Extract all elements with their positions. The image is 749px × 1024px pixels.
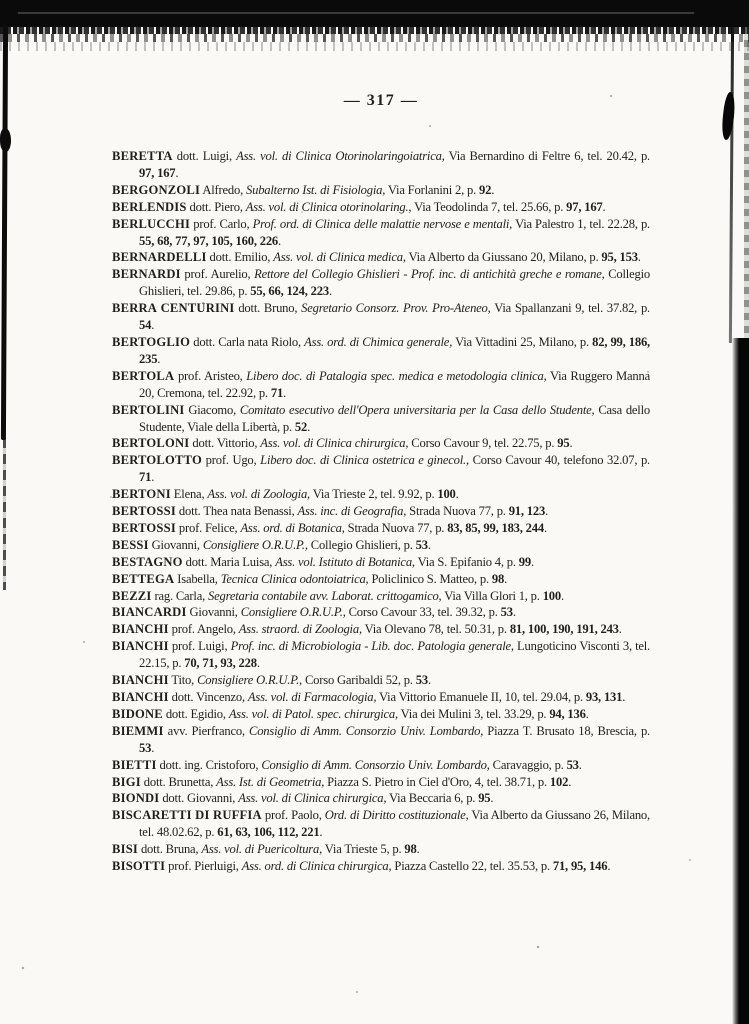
entry-text: prof. Carlo,: [190, 216, 253, 231]
entry-pages: 52: [294, 419, 308, 434]
entry-role: Libero doc. di Clinica ostetrica e ginecol.,: [260, 453, 469, 468]
entry-text: .: [151, 318, 155, 333]
scan-artifact-top-fray: [0, 42, 749, 51]
entry-text: Via dei Mulini 3, tel. 33.29, p.: [397, 706, 550, 721]
directory-entry: [112, 571, 650, 588]
entry-name: BERRA CENTURINI: [112, 301, 235, 316]
entry-text: .: [618, 622, 622, 637]
entry-pages: 95: [557, 436, 570, 451]
entry-pages: 97, 167: [566, 199, 603, 214]
directory-entry: [112, 841, 650, 858]
entry-role: Ass. ord. di Clinica chirurgica,: [241, 859, 392, 874]
directory-entry: [112, 689, 650, 706]
entry-text: .: [307, 419, 311, 434]
entry-role: Ass. vol. Istituto di Botanica,: [275, 554, 415, 569]
entry-text: .: [512, 605, 516, 620]
entry-name: BISI: [112, 842, 139, 857]
entry-text: .: [278, 233, 281, 248]
scan-artifact-right-blot: [721, 92, 737, 141]
entry-text: Strada Nuova 77, p.: [406, 504, 509, 519]
entry-text: dott. Emilio,: [206, 250, 274, 265]
entry-role: Libero doc. di Patalogia spec. medica e metodologia clinica,: [246, 368, 547, 383]
scan-artifact-left-edge-line: [1, 25, 8, 440]
entry-text: Via Forlanini 2, p.: [385, 182, 479, 197]
entry-text: Via Olevano 78, tel. 50.31, p.: [361, 622, 510, 637]
entry-pages: 53: [415, 537, 428, 552]
entry-name: BIGI: [112, 774, 141, 789]
entry-pages: 55, 66, 124, 223: [250, 284, 329, 299]
entry-pages: 92: [479, 182, 492, 197]
directory-entry: [112, 638, 650, 672]
directory-list: [112, 148, 650, 875]
directory-entry: [112, 757, 650, 774]
entry-pages: 54: [139, 318, 152, 333]
entry-role: Prof. ord. di Clinica delle malattie nervose e mentali,: [252, 216, 513, 231]
scan-artifact-top-fray: [0, 34, 749, 42]
directory-entry: [112, 182, 650, 199]
entry-text: Piazza Castello 22, tel. 35.53, p.: [391, 859, 553, 874]
entry-text: .: [428, 673, 431, 688]
entry-text: .: [491, 182, 495, 197]
entry-pages: 95, 153: [601, 250, 638, 265]
entry-text: .: [622, 690, 626, 704]
entry-name: BIANCHI: [112, 622, 169, 637]
entry-text: .: [578, 757, 582, 772]
entry-text: Collegio Ghislieri, tel. 29.86, p.: [139, 267, 650, 299]
entry-pages: 82, 99, 186, 235: [139, 334, 651, 366]
entry-text: Corso Cavour 40, telefono 32.07, p.: [468, 453, 650, 468]
entry-text: .: [543, 520, 547, 535]
directory-entry: [112, 672, 650, 689]
entry-text: .: [607, 859, 611, 874]
directory-entry: [112, 216, 650, 250]
entry-role: Ass. vol. di Clinica chirurgica,: [260, 436, 409, 451]
entry-pages: 53: [566, 757, 579, 772]
entry-pages: 100: [437, 487, 456, 502]
entry-pages: 94, 136: [549, 706, 586, 721]
entry-pages: 91, 123: [508, 504, 546, 519]
entry-name: BERTOSSI: [112, 504, 176, 519]
entry-text: dott. Luigi,: [172, 149, 237, 163]
entry-text: .: [530, 554, 534, 569]
entry-text: dott. Vincenzo,: [168, 690, 248, 704]
directory-entry: [112, 486, 650, 503]
entry-pages: 95: [478, 791, 491, 806]
entry-pages: 93, 131: [585, 690, 623, 704]
scan-artifact-right-edge-noise: [744, 27, 749, 342]
entry-text: dott. Giovanni,: [159, 791, 239, 806]
entry-text: Alfredo,: [200, 182, 246, 197]
entry-name: BERNARDI: [112, 267, 181, 282]
entry-text: Corso Cavour 9, tel. 22.75, p.: [408, 436, 558, 451]
entry-role: Ass. vol. di Clinica chirurgica,: [238, 791, 387, 806]
entry-text: Via Trieste 5, p.: [322, 842, 405, 857]
entry-text: .: [504, 571, 508, 586]
entry-pages: 53: [500, 605, 513, 620]
entry-text: Via Beccaria 6, p.: [386, 791, 479, 806]
entry-role: Rettore del Collegio Ghislieri - Prof. inc. di antichità greche e romane,: [254, 267, 605, 282]
directory-entry: [112, 520, 650, 537]
entry-role: Prof. inc. di Microbiologia - Lib. doc. Patologia generale,: [230, 639, 514, 654]
scan-artifact-right-edge: [732, 338, 749, 1024]
entry-text: Isabella,: [174, 571, 221, 586]
entry-text: prof. Ugo,: [201, 453, 261, 468]
directory-entry: [112, 266, 650, 300]
entry-text: prof. Felice,: [175, 520, 241, 535]
entry-text: dott. Carla nata Riolo,: [190, 334, 305, 349]
directory-entry: [112, 621, 650, 638]
entry-text: Piazza T. Brusato 18, Brescia, p.: [483, 723, 650, 738]
entry-text: Giacomo,: [184, 402, 240, 417]
entry-role: Ass. vol. di Clinica otorinolaring.,: [245, 199, 412, 214]
entry-text: prof. Aristeo,: [174, 368, 247, 383]
entry-name: BERNARDELLI: [112, 250, 207, 265]
directory-entry: [112, 790, 650, 807]
entry-text: dott. Bruno,: [234, 301, 302, 316]
entry-text: Collegio Ghislieri, p.: [307, 537, 416, 552]
entry-role: Ord. di Diritto costituzionale,: [324, 808, 469, 823]
entry-text: Strada Nuova 77, p.: [344, 520, 448, 535]
entry-text: .: [545, 504, 549, 519]
entry-text: Via Teodolinda 7, tel. 25.66, p.: [411, 199, 567, 214]
entry-name: BERLUCCHI: [112, 216, 191, 231]
entry-text: .: [283, 385, 287, 400]
entry-name: BERTOLONI: [112, 436, 190, 451]
entry-pages: 100: [542, 588, 561, 603]
entry-text: Via Ruggero Manna 20, Cremona, tel. 22.92, p.: [139, 368, 650, 400]
entry-text: Casa dello Studente, Viale della Libertà, p.: [139, 402, 651, 434]
directory-entry: [112, 537, 650, 554]
entry-pages: 97, 167: [139, 165, 176, 180]
entry-role: Consiglio di Amm. Consorzio Univ. Lombardo,: [249, 723, 484, 738]
entry-pages: 61, 63, 106, 112, 221: [217, 825, 320, 840]
entry-name: BIANCHI: [112, 673, 169, 688]
entry-text: Via Alberto da Giussano 26, Milano, tel. 48.02.62, p.: [139, 808, 650, 840]
directory-entry: [112, 148, 650, 182]
entry-pages: 98: [491, 571, 505, 586]
entry-role: Consigliere O.R.U.P.,: [197, 673, 303, 688]
directory-entry: [112, 503, 650, 520]
entry-role: Ass. ord. di Chimica generale,: [304, 334, 453, 349]
entry-text: Via Palestro 1, tel. 22.28, p.: [512, 216, 651, 231]
entry-text: dott. ing. Cristoforo,: [156, 757, 262, 772]
entry-name: BIETTI: [112, 757, 157, 772]
entry-role: Ass. vol. di Patol. spec. chirurgica,: [228, 706, 398, 721]
entry-text: .: [157, 351, 161, 366]
entry-text: rag. Carla,: [151, 588, 209, 603]
directory-entry: [112, 604, 650, 621]
entry-text: Piazza S. Pietro in Ciel d'Oro, 4, tel. 38.71, p.: [324, 774, 550, 789]
entry-text: Via Bernardino di Feltre 6, tel. 20.42, p.: [444, 149, 650, 163]
entry-text: dott. Brunetta,: [140, 774, 217, 789]
entry-pages: 83, 85, 99, 183, 244: [447, 520, 544, 535]
entry-text: prof. Angelo,: [168, 622, 239, 637]
directory-entry: [112, 199, 650, 216]
entry-text: Via Trieste 2, tel. 9.92, p.: [310, 487, 438, 502]
directory-entry: [112, 435, 650, 452]
entry-text: dott. Piero,: [186, 199, 246, 214]
directory-entry: [112, 554, 650, 571]
directory-entry: [112, 588, 650, 605]
entry-text: .: [416, 842, 420, 857]
entry-pages: 102: [549, 774, 569, 789]
entry-text: .: [328, 284, 332, 299]
directory-entry: [112, 723, 650, 757]
entry-pages: 71, 95, 146: [552, 859, 608, 874]
entry-pages: 71: [270, 385, 284, 400]
entry-text: .: [151, 740, 155, 755]
entry-text: .: [319, 825, 323, 840]
directory-entry: [112, 368, 650, 402]
entry-text: Via Alberto da Giussano 20, Milano, p.: [405, 250, 602, 265]
entry-text: Corso Garibaldi 52, p.: [302, 673, 416, 688]
entry-text: .: [568, 774, 572, 789]
entry-role: Segretario Consorz. Prov. Pro-Ateneo,: [301, 301, 491, 316]
scan-artifact-scratch: [18, 12, 694, 14]
entry-name: BERETTA: [112, 149, 173, 163]
entry-text: .: [637, 250, 641, 265]
entry-name: BISOTTI: [112, 859, 166, 874]
entry-role: Consigliere O.R.U.P.,: [240, 605, 346, 620]
entry-role: Ass. inc. di Geografia,: [297, 504, 407, 519]
entry-role: Ass. vol. di Puericoltura,: [201, 842, 323, 857]
directory-entry: [112, 402, 650, 436]
entry-role: Ass. Ist. di Geometria,: [216, 774, 325, 789]
entry-text: Giovanni,: [148, 537, 203, 552]
entry-text: .: [175, 165, 179, 180]
entry-name: BERLENDIS: [112, 199, 187, 214]
entry-text: avv. Pierfranco,: [163, 723, 249, 738]
entry-name: BERTOLA: [112, 368, 175, 383]
entry-text: .: [569, 436, 573, 451]
entry-name: BETTEGA: [112, 571, 175, 586]
entry-text: .: [560, 588, 564, 603]
entry-name: BIANCARDI: [112, 605, 187, 620]
entry-text: prof. Aurelio,: [180, 267, 255, 282]
entry-name: BESTAGNO: [112, 554, 183, 569]
entry-pages: 53: [415, 673, 428, 688]
entry-role: Ass. ord. di Botanica,: [240, 520, 345, 535]
entry-name: BIEMMI: [112, 723, 164, 738]
entry-role: Segretaria contabile avv. Laborat. crittogamico,: [208, 588, 442, 603]
entry-name: BERTOLINI: [112, 402, 185, 417]
entry-text: dott. Bruna,: [138, 842, 202, 857]
entry-name: BIONDI: [112, 791, 160, 806]
directory-entry: [112, 334, 650, 368]
page-number: — 317 —: [343, 92, 419, 109]
directory-entry: [112, 249, 650, 266]
entry-role: Consiglio di Amm. Consorzio Univ. Lombardo,: [261, 757, 490, 772]
entry-name: BERTONI: [112, 487, 171, 502]
directory-entry: [112, 774, 650, 791]
entry-text: Via Villa Glori 1, p.: [441, 588, 543, 603]
entry-name: BERTOLOTTO: [112, 453, 202, 468]
entry-text: dott. Maria Luisa,: [182, 554, 276, 569]
entry-role: Comitato esecutivo dell'Opera universitaria per la Casa dello Studente,: [239, 402, 595, 417]
entry-text: Via Vittorio Emanuele II, 10, tel. 29.04, p.: [376, 690, 586, 704]
scan-artifact-top-fray: [0, 27, 749, 34]
entry-text: Lungoticino Visconti 3, tel. 22.15, p.: [139, 639, 650, 671]
entry-name: BERGONZOLI: [112, 182, 201, 197]
entry-text: Via Vittadini 25, Milano, p.: [452, 334, 593, 349]
scan-artifact-top-edge: [0, 0, 749, 27]
entry-text: prof. Paolo,: [261, 808, 325, 823]
directory-entry: [112, 300, 650, 334]
entry-role: Subalterno Ist. di Fisiologia,: [246, 182, 386, 197]
entry-text: .: [256, 656, 260, 671]
entry-pages: 81, 100, 190, 191, 243: [509, 622, 619, 637]
entry-text: Tito,: [168, 673, 198, 688]
directory-entry: [112, 706, 650, 723]
entry-name: BEZZI: [112, 588, 152, 603]
entry-pages: 71: [139, 470, 152, 485]
entry-name: BIANCHI: [112, 690, 169, 704]
directory-entry: [112, 807, 650, 841]
entry-text: .: [151, 470, 155, 485]
entry-text: Corso Cavour 33, tel. 39.32, p.: [345, 605, 501, 620]
entry-text: Via Spallanzani 9, tel. 37.82, p.: [490, 301, 650, 316]
scan-artifact-left-edge-tail: [3, 438, 6, 590]
entry-role: Ass. straord. di Zoologia,: [238, 622, 362, 637]
entry-name: BERTOSSI: [112, 520, 176, 535]
directory-entry: [112, 858, 650, 875]
entry-text: Via S. Epifanio 4, p.: [414, 554, 519, 569]
entry-name: BERTOGLIO: [112, 334, 191, 349]
entry-role: Ass. vol. di Clinica medica,: [273, 250, 406, 265]
entry-role: Ass. vol. di Farmacologia,: [247, 690, 377, 704]
entry-text: dott. Egidio,: [162, 706, 229, 721]
entry-text: Giovanni,: [186, 605, 241, 620]
entry-text: Policlinico S. Matteo, p.: [368, 571, 492, 586]
entry-text: .: [585, 706, 589, 721]
entry-pages: 98: [404, 842, 417, 857]
entry-text: .: [455, 487, 459, 502]
scan-artifact-left-blot: [0, 128, 11, 152]
entry-role: Consigliere O.R.U.P.,: [202, 537, 308, 552]
entry-text: .: [490, 791, 494, 806]
scan-artifact-right-crease: [729, 27, 734, 343]
entry-text: prof. Luigi,: [168, 639, 231, 654]
entry-role: Ass. vol. di Clinica Otorinolaringoiatrica,: [236, 149, 445, 163]
entry-name: BIANCHI: [112, 639, 169, 654]
entry-text: prof. Pierluigi,: [165, 859, 242, 874]
entry-text: Elena,: [170, 487, 208, 502]
entry-pages: 53: [139, 740, 152, 755]
entry-text: .: [427, 537, 431, 552]
entry-pages: 70, 71, 93, 228: [184, 656, 257, 671]
entry-text: dott. Vittorio,: [189, 436, 261, 451]
entry-name: BESSI: [112, 537, 149, 552]
entry-name: BISCARETTI DI RUFFIA: [112, 808, 262, 823]
entry-pages: 55, 68, 77, 97, 105, 160, 226: [139, 233, 279, 248]
entry-pages: 99: [518, 554, 531, 569]
entry-role: Tecnica Clinica odontoiatrica,: [220, 571, 369, 586]
entry-text: Caravaggio, p.: [489, 757, 567, 772]
entry-text: .: [602, 199, 606, 214]
entry-text: dott. Thea nata Benassi,: [175, 504, 298, 519]
entry-role: Ass. vol. di Zoologia,: [207, 487, 310, 502]
directory-entry: [112, 452, 650, 486]
entry-name: BIDONE: [112, 706, 163, 721]
